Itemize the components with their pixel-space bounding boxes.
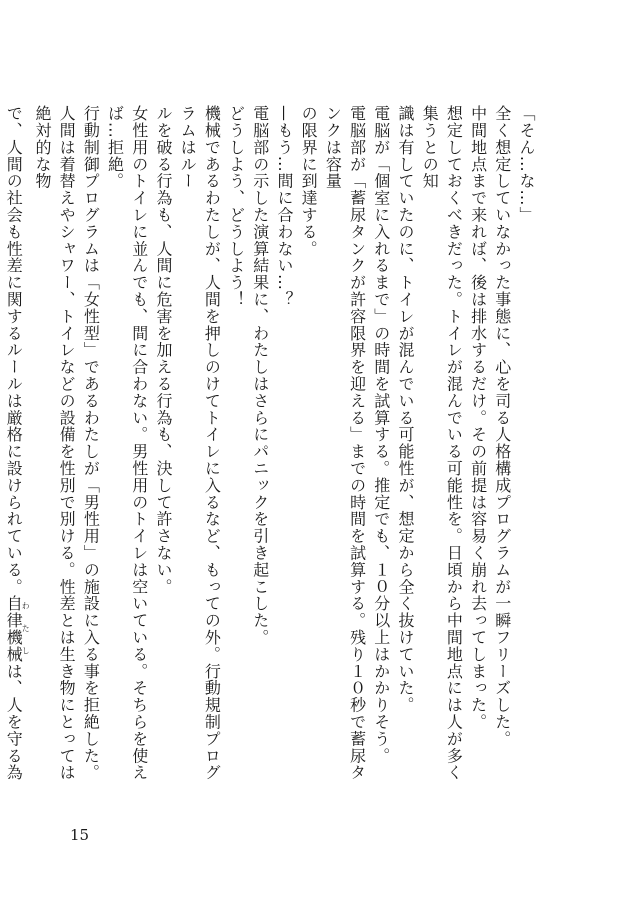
text-line-split	[0, 105, 30, 795]
text-line: 全く想定していなかった事態に、心を司る人格構成プログラムが一瞬フリーズした。	[492, 105, 512, 748]
body-text	[4, 105, 538, 795]
text-line: ルを破る行為も、人間に危害を加える行為も、決して許さない。	[153, 105, 173, 596]
text-line: の限界に到達する。	[299, 105, 319, 258]
ruby-word	[4, 595, 31, 663]
text-line: 電脳部の示した演算結果に、わたしはさらにパニックを引き起こした。	[250, 105, 270, 646]
text-line-tail: は、人を守る為	[4, 662, 24, 782]
text-line: 中間地点まで来れば、後は排水するだけ。その前提は容易く崩れ去ってしまった。	[468, 105, 488, 731]
ruby-reading: わたし	[21, 595, 31, 663]
text-line: 行動制御プログラムは「女性型」であるわたしが「男性用」の施設に入る事を拒絶した。	[81, 105, 101, 781]
text-line: 人間は着替えやシャワー、トイレなどの設備を性別で別ける。性差とは生き物にとっては絶対的な物	[32, 105, 77, 781]
text-line-head: で、人間の社会も性差に関するルールは厳格に設けられている。	[4, 105, 24, 596]
text-line: 電脳が「個室に入れるまで」の時間を試算する。推定でも、１０分以上はかかりそう。	[371, 105, 391, 765]
ruby-base: 自律機械	[4, 595, 24, 663]
text-line: 識は有していたのに、トイレが混んでいる可能性が、想定から全く抜けていた。	[395, 105, 415, 714]
text-line: —もう…間に合わない…？	[274, 105, 294, 308]
text-line: 女性用のトイレに並んでも、間に合わない。男性用のトイレは空いている。そちらを使えば…拒絶。	[105, 105, 149, 781]
text-line: 想定しておくべきだった。トイレが混んでいる可能性を。日頃から中間地点には人が多く集うとの知	[420, 105, 464, 781]
text-line: 電脳部が「蓄尿タンクが許容限界を迎える」までの時間を試算する。残り１０秒で蓄尿タンクは容量	[323, 105, 367, 781]
text-line: 機械であるわたしが、人間を押しのけてトイレに入るなど、もっての外。行動規制プログラムはルー	[178, 105, 222, 781]
page-number: 15	[70, 826, 90, 844]
text-line: どうしよう、どうしよう！	[226, 105, 246, 308]
text-line: 「そん…な…」	[517, 105, 536, 224]
